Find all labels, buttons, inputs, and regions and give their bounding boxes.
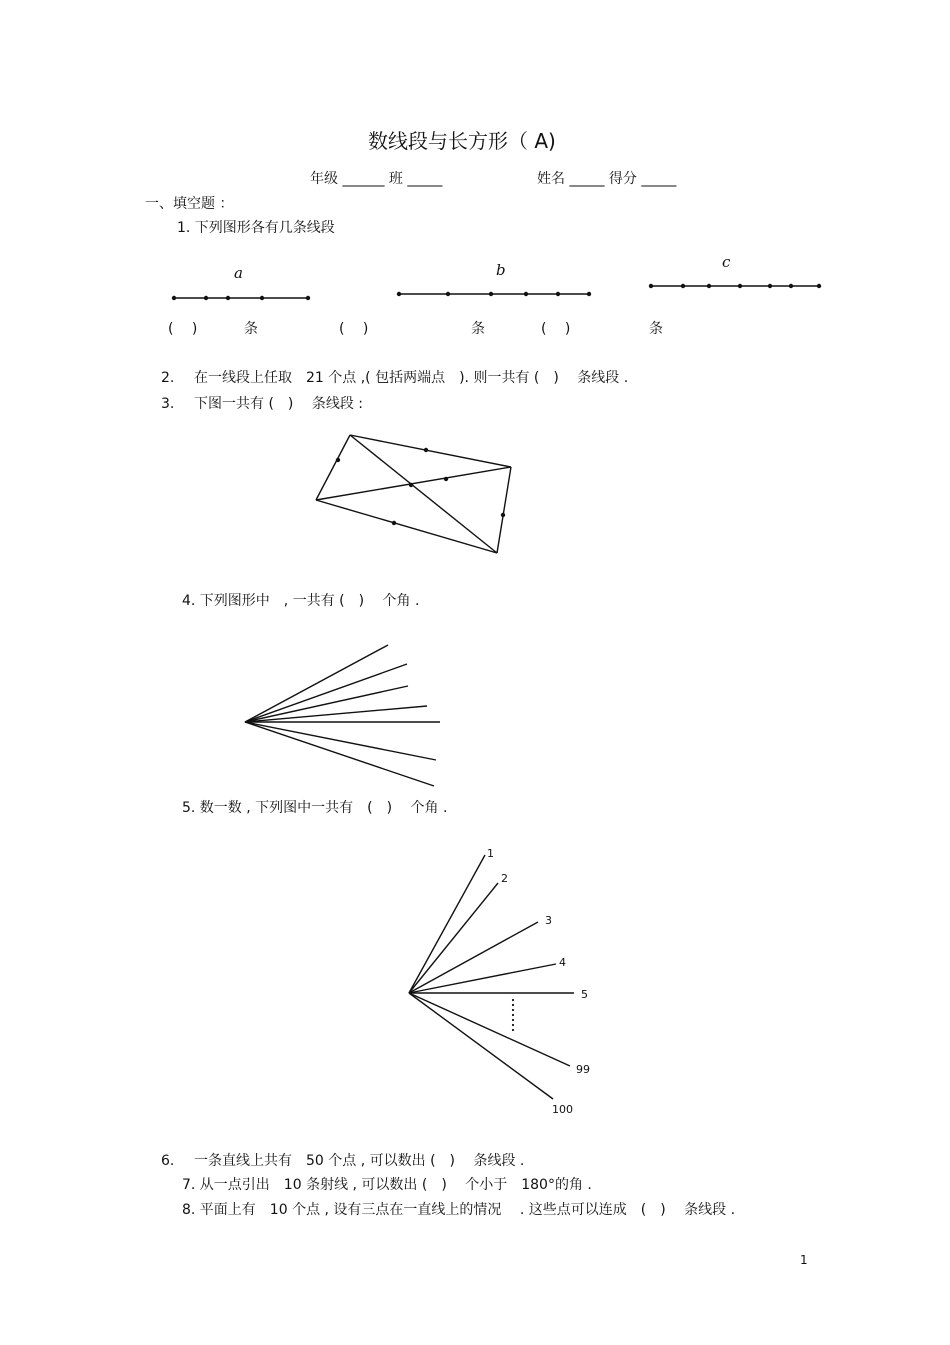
ray-2 bbox=[409, 883, 498, 993]
question-3-text: 下图一共有 ( ) 条线段 : bbox=[194, 396, 363, 412]
question-1-text: 1. 下列图形各有几条线段 bbox=[177, 220, 335, 236]
ellipsis-dot bbox=[512, 1014, 514, 1016]
ellipsis-dot bbox=[512, 1004, 514, 1006]
page-number: 1 bbox=[800, 1253, 808, 1267]
ray-label: 5 bbox=[581, 988, 588, 1001]
ellipsis-dot bbox=[512, 1009, 514, 1011]
question-5-text: 5. 数一数 , 下列图中一共有 ( ) 个角 . bbox=[182, 800, 448, 816]
unit-c: 条 bbox=[649, 321, 663, 337]
question-7-text: 7. 从一点引出 10 条射线 , 可以数出 ( ) 个小于 180°的角 . bbox=[182, 1177, 592, 1193]
unit-b: 条 bbox=[471, 321, 485, 337]
unit-a: 条 bbox=[244, 321, 258, 337]
ray-4 bbox=[409, 964, 556, 993]
ray-label: 2 bbox=[501, 872, 508, 885]
ray-99 bbox=[409, 993, 570, 1066]
question-4-text: 4. 下列图形中 , 一共有 ( ) 个角 . bbox=[182, 593, 420, 609]
question-2-number: 2. bbox=[161, 370, 175, 386]
ray-label: 100 bbox=[552, 1103, 573, 1116]
grade-class-line: 年级 ______ 班 _____ bbox=[310, 171, 443, 187]
answer-blank-b: ( ) bbox=[339, 321, 369, 337]
figure-c-label: c bbox=[722, 253, 731, 271]
ellipsis-dot bbox=[512, 1029, 514, 1031]
ellipsis-dot bbox=[512, 1019, 514, 1021]
ellipsis-dot bbox=[512, 999, 514, 1001]
figure-a-label: a bbox=[234, 264, 243, 282]
figure-b-label: b bbox=[496, 261, 506, 279]
question-3-number: 3. bbox=[161, 396, 175, 412]
ray-label: 4 bbox=[559, 956, 566, 969]
page-title: 数线段与长方形（ A) bbox=[368, 129, 556, 153]
ellipsis-dot bbox=[512, 1024, 514, 1026]
question-8-text: 8. 平面上有 10 个点 , 设有三点在一直线上的情况 . 这些点可以连成 ( ) 条线段 . bbox=[182, 1202, 736, 1218]
ray-label: 1 bbox=[487, 847, 494, 860]
question-2-text: 在一线段上任取 21 个点 ,( 包括两端点 ). 则一共有 ( ) 条线段 . bbox=[194, 370, 629, 386]
question-6-text: 一条直线上共有 50 个点 , 可以数出 ( ) 条线段 . bbox=[194, 1153, 525, 1169]
name-score-line: 姓名 _____ 得分 _____ bbox=[537, 171, 677, 187]
question-6-number: 6. bbox=[161, 1153, 175, 1169]
section-heading: 一、填空题 ： bbox=[145, 196, 234, 212]
answer-blank-c: ( ) bbox=[541, 321, 571, 337]
ray-label: 3 bbox=[545, 914, 552, 927]
ray-100 bbox=[409, 993, 553, 1099]
answer-blank-a: ( ) bbox=[168, 321, 198, 337]
ray-label: 99 bbox=[576, 1063, 590, 1076]
